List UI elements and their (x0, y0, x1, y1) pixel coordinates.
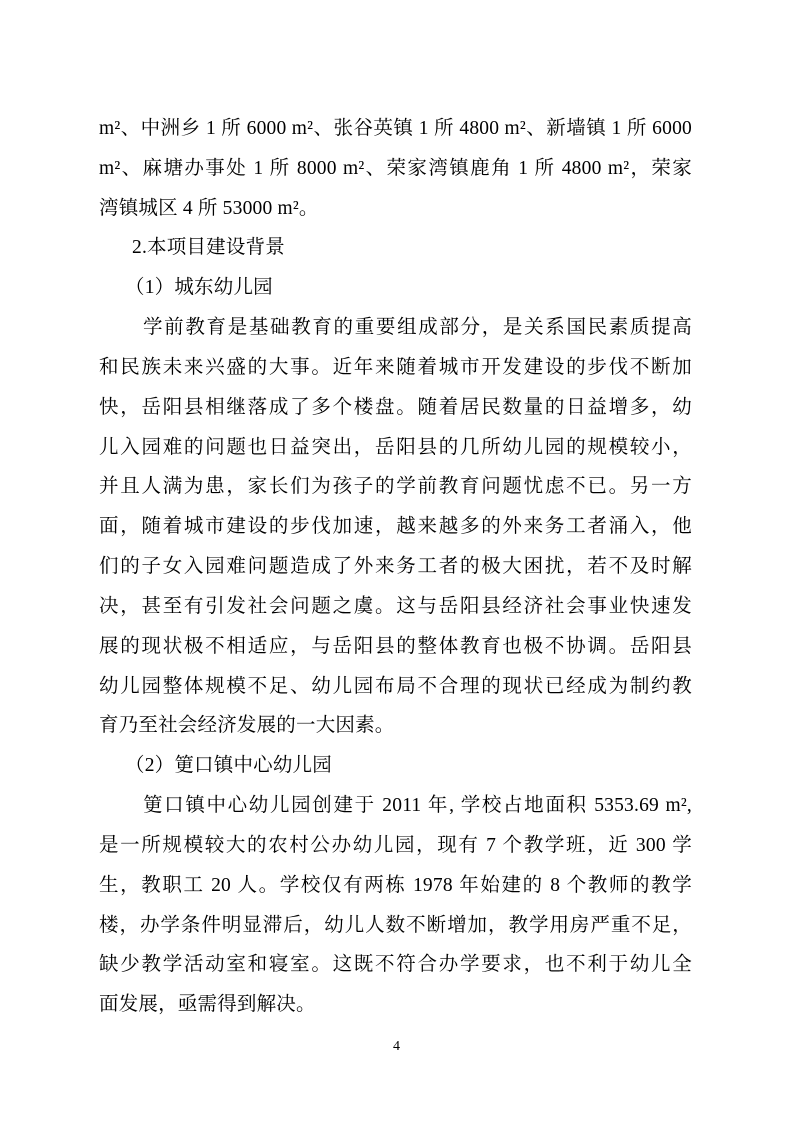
page-number: 4 (393, 1039, 400, 1054)
body-text-line: 并且人满为患，家长们为孩子的学前教育问题忧虑不已。另一方 (99, 476, 692, 498)
body-text-line: 是一所规模较大的农村公办幼儿园，现有 7 个教学班，近 300 学 (99, 834, 692, 856)
subsection-heading: （1）城东幼儿园 (125, 277, 273, 299)
page-footer (0, 1037, 793, 1056)
body-text-line: 缺少教学活动室和寝室。这既不符合办学要求，也不利于幼儿全 (99, 954, 692, 976)
body-text-line: 快，岳阳县相继落成了多个楼盘。随着居民数量的日益增多，幼 (99, 396, 692, 418)
section-heading: 2.本项目建设背景 (132, 237, 285, 259)
body-text-line: 筻口镇中心幼儿园创建于 2011 年, 学校占地面积 5353.69 m², (143, 795, 692, 817)
body-text-line: 儿入园难的问题也日益突出，岳阳县的几所幼儿园的规模较小， (99, 436, 692, 458)
body-text-line: 和民族未来兴盛的大事。近年来随着城市开发建设的步伐不断加 (99, 356, 692, 378)
body-text-line: 们的子女入园难问题造成了外来务工者的极大困扰，若不及时解 (99, 556, 692, 578)
body-text-line: 幼儿园整体规模不足、幼儿园布局不合理的现状已经成为制约教 (99, 675, 692, 697)
body-text-line: 学前教育是基础教育的重要组成部分，是关系国民素质提高 (143, 317, 692, 339)
body-text-line: m²、中洲乡 1 所 6000 m²、张谷英镇 1 所 4800 m²、新墙镇 1 所 6000 (99, 118, 692, 139)
body-text-line: 湾镇城区 4 所 53000 m²。 (99, 197, 319, 219)
body-text-line: 展的现状极不相适应，与岳阳县的整体教育也极不协调。岳阳县 (99, 635, 692, 657)
body-text-line: 面，随着城市建设的步伐加速，越来越多的外来务工者涌入，他 (99, 516, 692, 538)
body-text-line: 育乃至社会经济发展的一大因素。 (99, 715, 395, 737)
body-text-line: 面发展，亟需得到解决。 (99, 994, 316, 1016)
body-text-line: 楼，办学条件明显滞后，幼儿人数不断增加，教学用房严重不足， (99, 914, 692, 936)
body-text-line: 决，甚至有引发社会问题之虞。这与岳阳县经济社会事业快速发 (99, 595, 692, 617)
subsection-heading: （2）筻口镇中心幼儿园 (125, 755, 332, 777)
document-body (99, 109, 692, 1025)
body-text-line: 生，教职工 20 人。学校仅有两栋 1978 年始建的 8 个教师的教学 (99, 874, 692, 896)
body-text-line: m²、麻塘办事处 1 所 8000 m²、荣家湾镇鹿角 1 所 4800 m²，荣家 (99, 157, 692, 179)
